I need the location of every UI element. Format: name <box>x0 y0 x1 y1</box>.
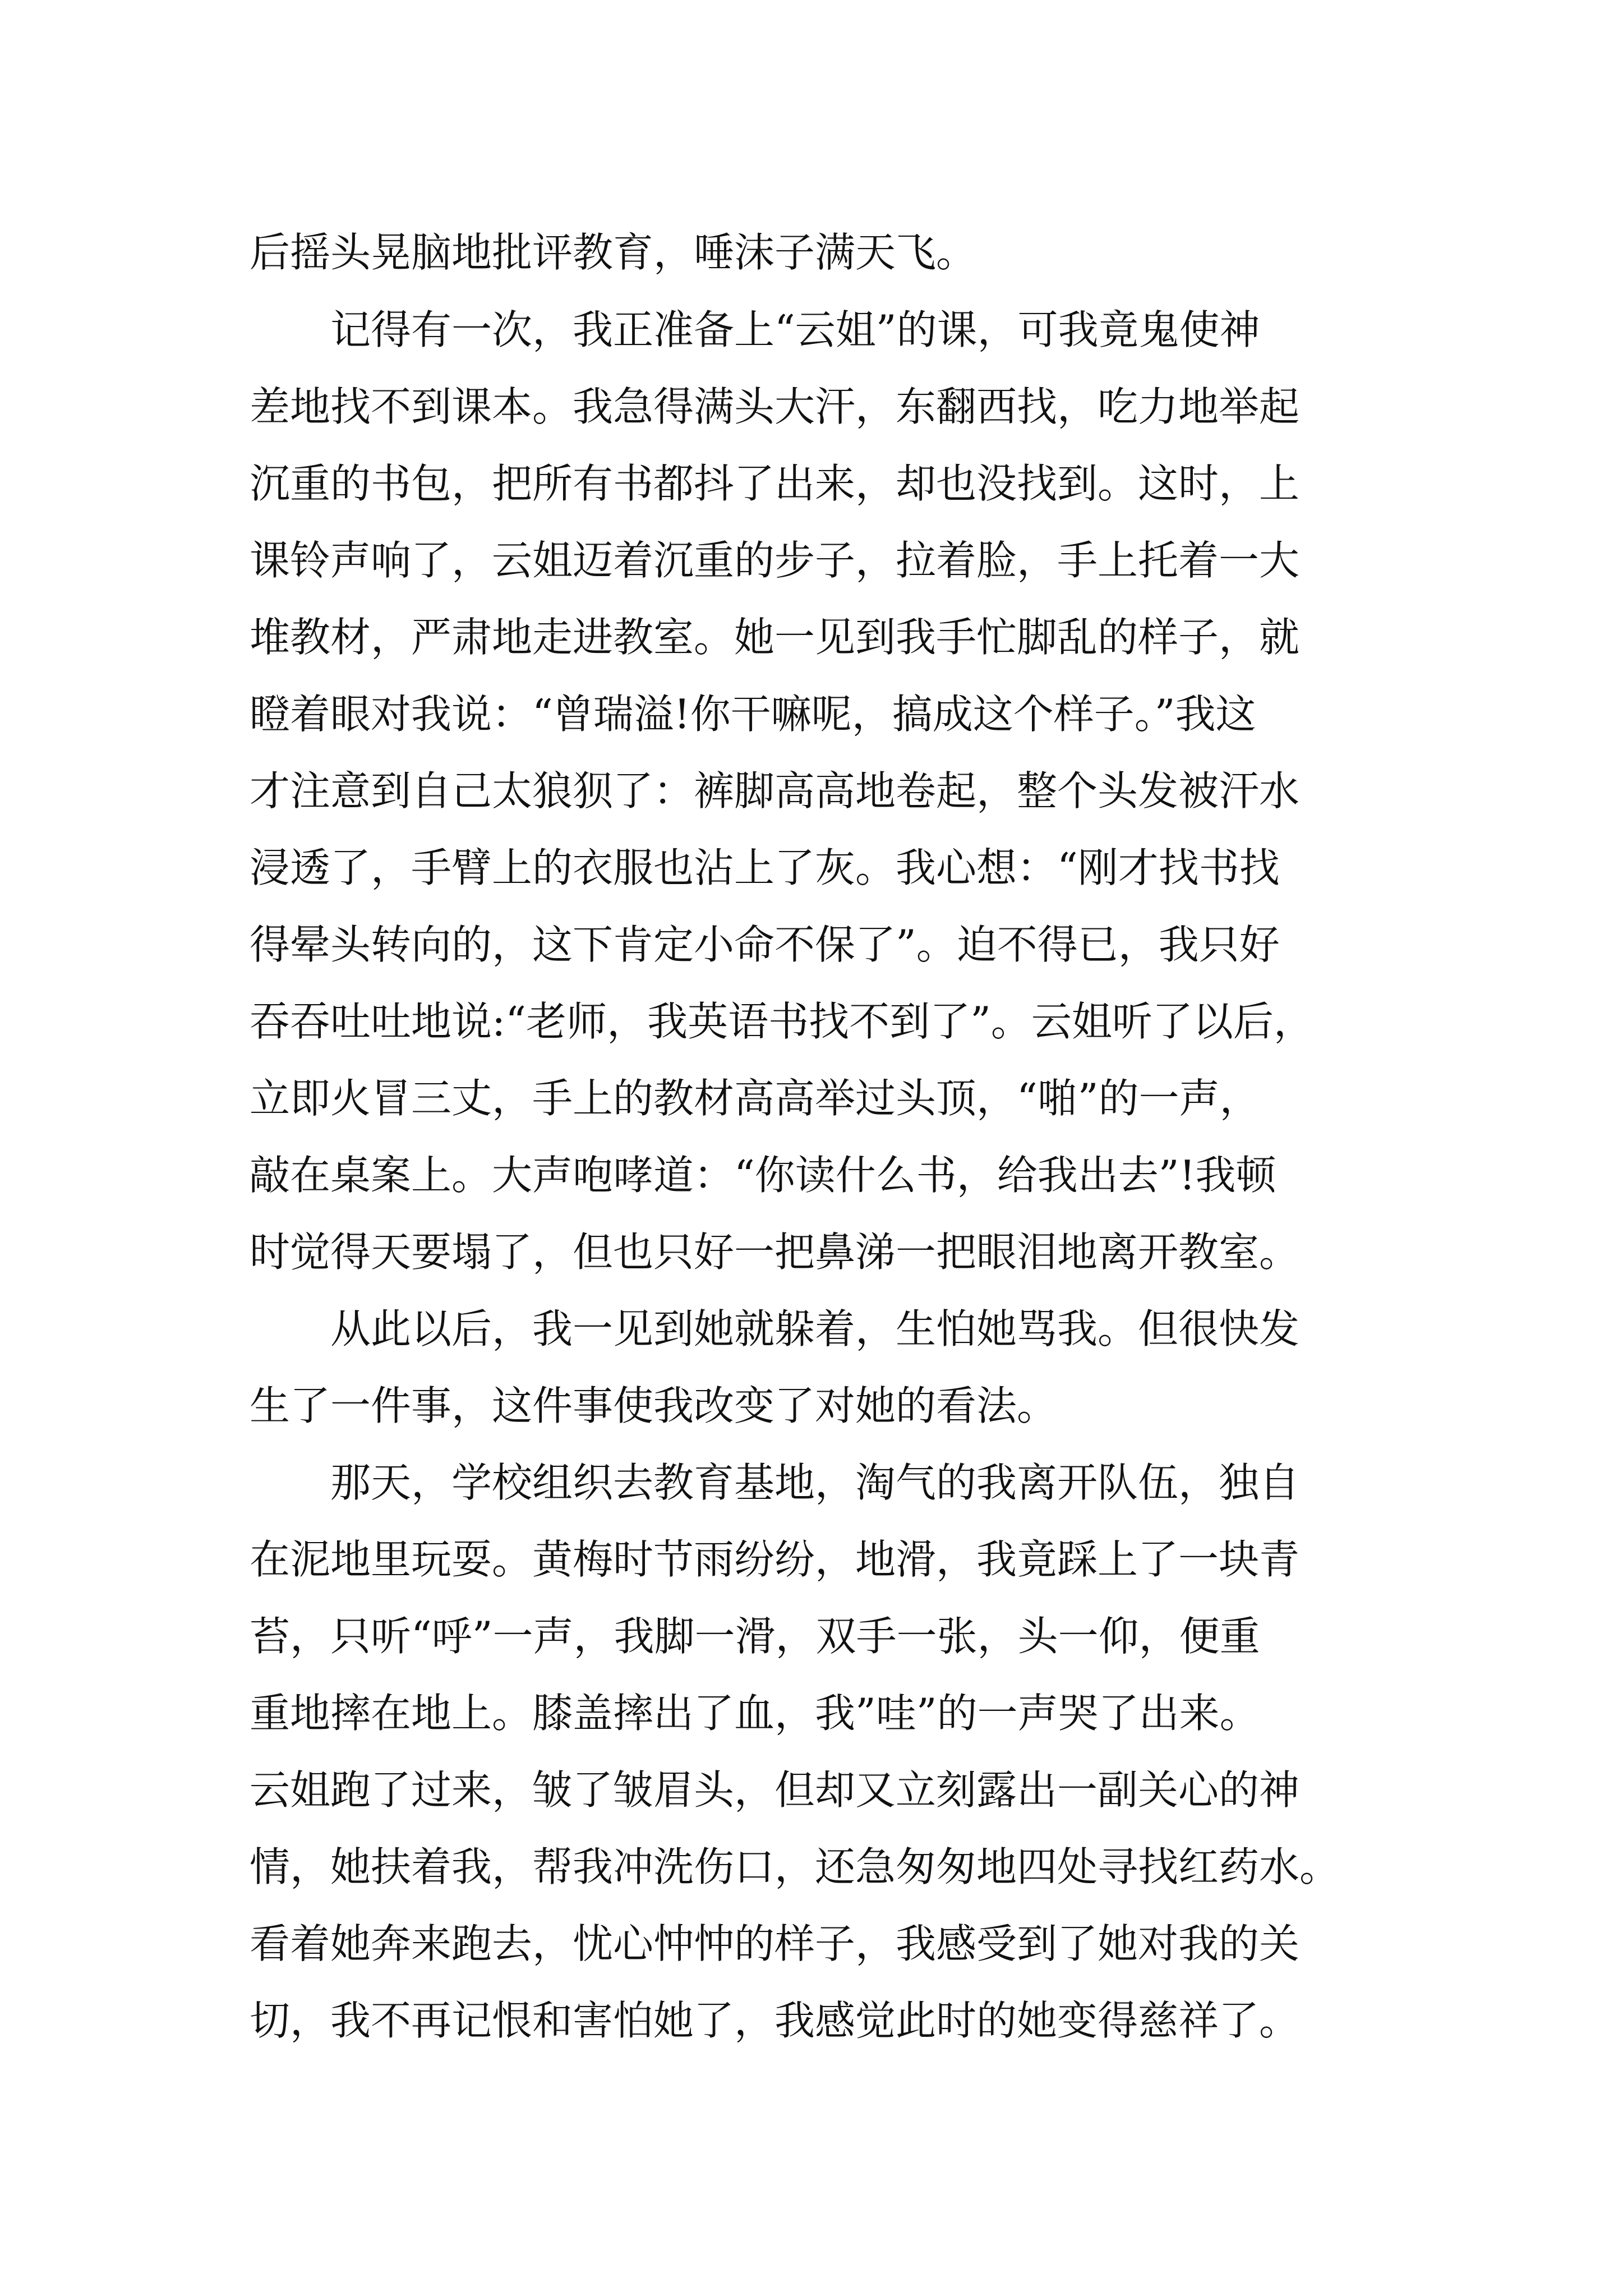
text-line-content: 时觉得天要塌了，但也只好一把鼻涕一把眼泪地离开教室。 <box>250 1228 1300 1276</box>
text-line <box>250 907 1405 983</box>
text-line-content: 苔，只听“呼”一声，我脚一滑，双手一张，头一仰，便重 <box>250 1613 1260 1660</box>
text-line-content: 从此以后，我一见到她就躲着，生怕她骂我。但很快发 <box>250 1305 1300 1352</box>
text-line <box>250 1444 1405 1521</box>
text-line-content: 重地摔在地上。膝盖摔出了血，我”哇”的一声哭了出来。 <box>250 1690 1260 1737</box>
text-line-content: 云姐跑了过来，皱了皱眉头，但却又立刻露出一副关心的神 <box>250 1766 1300 1814</box>
text-line <box>250 1137 1405 1214</box>
text-line-content: 浸透了，手臂上的衣服也沾上了灰。我心想：“刚才找书找 <box>250 844 1280 891</box>
text-line <box>250 292 1405 369</box>
text-line <box>250 1982 1405 2059</box>
text-line-content: 切，我不再记恨和害怕她了，我感觉此时的她变得慈祥了。 <box>250 1997 1300 2044</box>
text-line <box>250 1291 1405 1368</box>
text-line-content: 得晕头转向的，这下肯定小命不保了”。迫不得已，我只好 <box>250 921 1280 968</box>
text-line-content: 生了一件事，这件事使我改变了对她的看法。 <box>250 1382 1058 1429</box>
text-line-content: 差地找不到课本。我急得满头大汗，东翻西找，吃力地举起 <box>250 383 1300 430</box>
text-line-content: 敲在桌案上。大声咆哮道：“你读什么书，给我出去”!我顿 <box>250 1152 1276 1199</box>
essay-body <box>250 213 1405 2059</box>
text-line-content: 吞吞吐吐地说:“老师，我英语书找不到了”。云姐听了以后， <box>250 998 1314 1045</box>
text-line <box>250 1829 1405 1906</box>
text-line <box>250 983 1405 1060</box>
text-line-content: 课铃声响了，云姐迈着沉重的步子，拉着脸，手上托着一大 <box>250 537 1300 584</box>
text-line <box>250 1521 1405 1598</box>
text-line-content: 在泥地里玩耍。黄梅时节雨纷纷，地滑，我竟踩上了一块青 <box>250 1536 1300 1583</box>
text-line <box>250 676 1405 753</box>
text-line <box>250 369 1405 445</box>
text-line-content: 记得有一次，我正准备上“云姐”的课，可我竟鬼使神 <box>250 306 1260 353</box>
text-line <box>250 522 1405 599</box>
text-line <box>250 1675 1405 1752</box>
text-line <box>250 1598 1405 1675</box>
text-line <box>250 753 1405 830</box>
text-line-content: 堆教材，严肃地走进教室。她一见到我手忙脚乱的样子，就 <box>250 614 1300 661</box>
text-line-content: 瞪着眼对我说：“曾瑞溢!你干嘛呢，搞成这个样子。”我这 <box>250 691 1256 738</box>
text-line <box>250 1752 1405 1829</box>
text-line-content: 看着她奔来跑去，忧心忡忡的样子，我感受到了她对我的关 <box>250 1920 1300 1967</box>
text-line-content: 才注意到自己太狼狈了：裤脚高高地卷起，整个头发被汗水 <box>250 767 1300 815</box>
text-line <box>250 445 1405 522</box>
text-line-content: 情，她扶着我，帮我冲洗伤口，还急匆匆地四处寻找红药水。 <box>250 1843 1340 1890</box>
text-line <box>250 1214 1405 1291</box>
text-line <box>250 830 1405 907</box>
text-line-content: 立即火冒三丈，手上的教材高高举过头顶，“啪”的一声， <box>250 1075 1260 1122</box>
text-line <box>250 1368 1405 1444</box>
text-line <box>250 1906 1405 1982</box>
text-line <box>250 599 1405 676</box>
text-line <box>250 213 1405 292</box>
text-line-content: 沉重的书包，把所有书都抖了出来，却也没找到。这时，上 <box>250 460 1300 507</box>
text-line <box>250 1060 1405 1137</box>
text-line-content: 那天，学校组织去教育基地，淘气的我离开队伍，独自 <box>250 1459 1300 1506</box>
text-line-content: 后摇头晃脑地批评教育，唾沫子满天飞。 <box>250 229 977 276</box>
